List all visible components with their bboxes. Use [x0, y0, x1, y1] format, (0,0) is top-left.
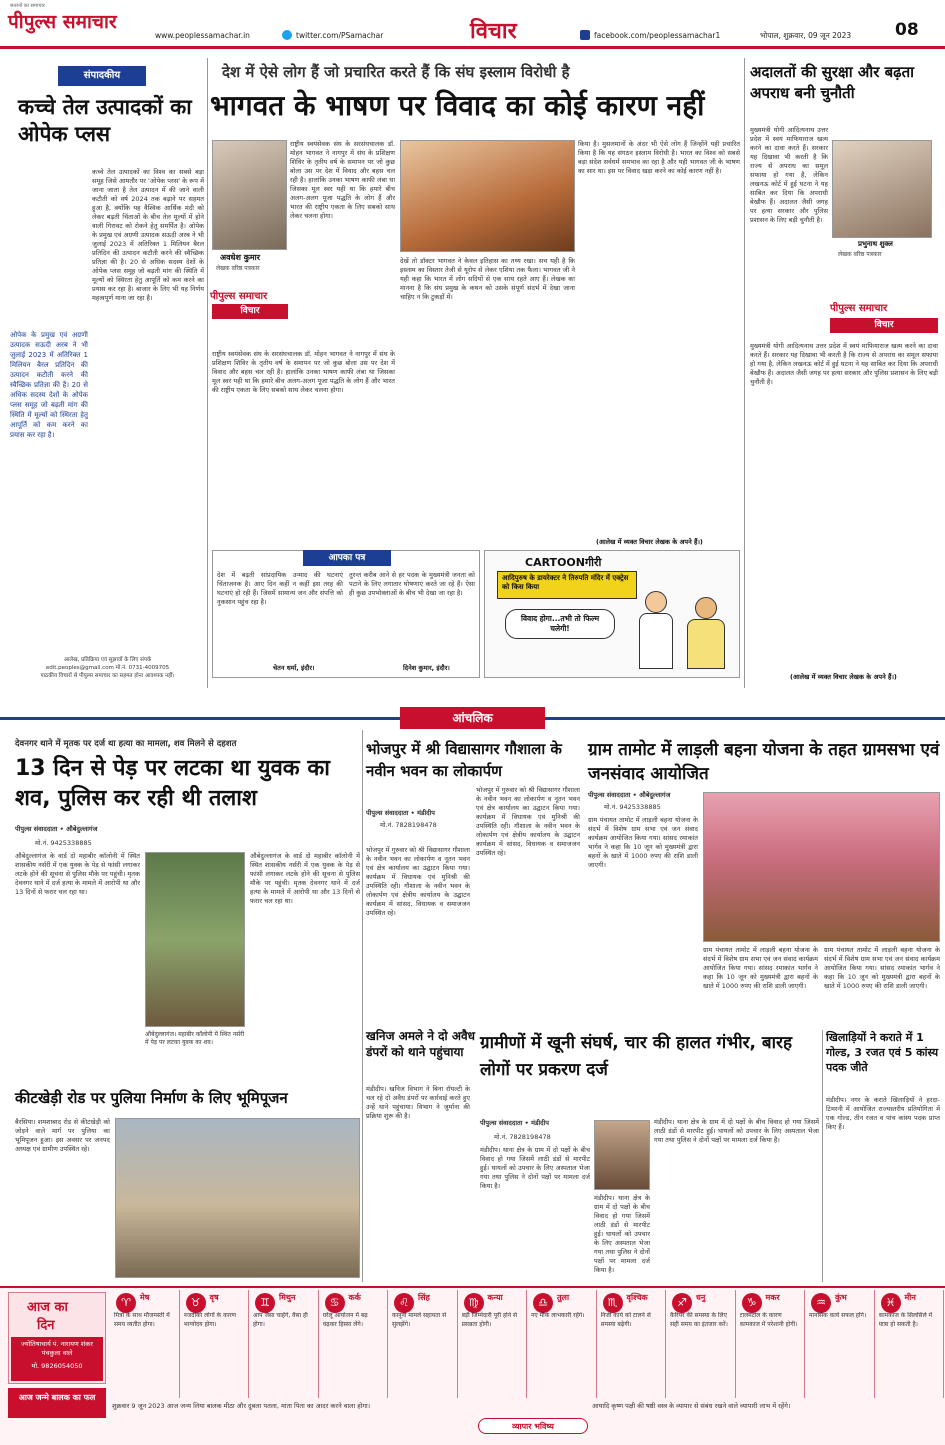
- zodiac-sign: [458, 1290, 528, 1398]
- zodiac-sign: [319, 1290, 389, 1398]
- business-label-box: [478, 1418, 588, 1434]
- s6-body-c: मंडीदीप। थाना क्षेत्र के ग्राम में दो पक्षों के बीच विवाद हो गया जिसमें लाठी डंडों से मारपीट हुई। घायलों को उपचार के लिए अस्पताल भेजा गया तथा पुलिस ने दोनों पक्षों पर मामला दर्ज किया है।: [654, 1118, 819, 1144]
- letter-2-author: दिनेश कुमार, इंदौर।: [403, 664, 450, 672]
- lead-headline: भागवत के भाषण पर विवाद का कोई कारण नहीं: [210, 89, 705, 122]
- horoscope-title-box: [8, 1292, 106, 1384]
- lead-tag: विचार: [240, 306, 260, 316]
- lead-body-col2: देखें तो डॉक्टर भागवत ने केवल इतिहास का तथ्य रखा। सच यही है कि इस्लाम का विस्तार तेजी से यूरोप से लेकर एशिया तक फैला। भागवत जी ने यही कहा कि भारत में लोग सदियों से एक साथ रहते आए हैं। लेखक का मानना है कि संघ प्रमुख के कथन को उसके संपूर्ण संदर्भ में देखा जाना चाहिए न कि टुकड़ों में।: [400, 257, 575, 301]
- right-author-photo: [832, 140, 932, 238]
- s7-headline: खिलाड़ियों ने कराते में 1 गोल्ड, 3 रजत एवं 5 कांस्य पदक जीते: [826, 1031, 939, 1074]
- bhagwat-photo: [400, 140, 575, 252]
- regional-divider-1: [362, 730, 363, 1282]
- cartoon-caption: आदिपुरुष के डायरेक्टर ने तिरुपति मंदिर में एक्ट्रेस को किस किया: [502, 574, 629, 591]
- zodiac-sign: [527, 1290, 597, 1398]
- section-title: विचार: [470, 19, 517, 44]
- s3-byline: पीपुल्स संवाददाता • मंडीदीप: [366, 809, 435, 817]
- s1-headline: 13 दिन से पेड़ पर लटका था युवक का शव, पुलिस कर रही थी तलाश: [15, 756, 330, 811]
- s3-body-b: भोजपुर में गुरुवार को श्री विद्यासागर गौशाला के नवीन भवन का लोकार्पण व नूतन भवन एवं क्षेत्र कार्यालय का उद्घाटन किया गया। कार्यक्रम में विधायक एवं मुनिश्री की उपस्थिति रही। गौशाला के नवीन भवन के लोकार्पण एवं क्षेत्रीय कार्यालय के उद्घाटन कार्यक्रम में सांसद, विधायक व समाजजन उपस्थित रहे।: [476, 786, 580, 857]
- newborn-text: शुक्रवार 9 जून 2023 आज जन्म लिया बालक मीठा और दुबला पतला, माता पिता का आदर करने वाला होगा।: [112, 1402, 371, 1410]
- zodiac-sign: [597, 1290, 667, 1398]
- zodiac-sign: [736, 1290, 806, 1398]
- horoscope-phone: मो. 9826054050: [31, 1362, 83, 1370]
- zodiac-name: कुंभ: [835, 1293, 847, 1302]
- letters-box: [212, 550, 480, 678]
- s6-headline: ग्रामीणों में खूनी संघर्ष, चार की हालत गंभीर, बारह लोगों पर प्रकरण दर्ज: [480, 1033, 793, 1080]
- zodiac-name: मीन: [904, 1293, 916, 1302]
- letter-2: तुरन्त करीब आने से हर पदक के मुख्यमंत्री जनता को पटाने के लिए लगातार घोषणाएं करते जा रहे हैं। ऐसा ही कुछ उपभोक्ताओं के बीच भी देखा जा रहा है।: [349, 571, 475, 597]
- s1-body-b: औबेदुल्लागंज के वार्ड दो महाबीर कॉलोनी में स्थित शासकीय नर्सरी में एक युवक के पेड़ से फांसी लगाकर लटके होने की सूचना से पुलिस मौके पर पहुंची। मृतक देवनगर थाने में दर्ज हत्या के मामले में आरोपी था और 13 दिनों से फरार चल रहा था।: [250, 852, 360, 905]
- masthead-rule: [0, 46, 945, 49]
- cartoon-bubble-text: विवाद होगा...तभी तो फिल्म चलेगी!: [520, 614, 600, 633]
- horoscope-astrologer-box: [11, 1337, 103, 1381]
- zodiac-symbol-icon: ♋: [325, 1293, 345, 1313]
- zodiac-sign: [249, 1290, 319, 1398]
- lead-body-col1b: राष्ट्रीय स्वयंसेवक संघ के सरसंघचालक डॉ. मोहन भागवत ने नागपुर में संघ के प्रशिक्षण शिविर के तृतीय वर्ष के समापन पर जो कुछ बोला उस पर देश में विवाद और बहस चल रही है। हालांकि उनका भाषण काफी लंबा था जिसका मूल स्वर यही था कि हमारे बीच अलग-अलग पूजा पद्धति के लोग हैं और भारत की राष्ट्रीय एकता के लिए सबको साथ लेकर चलना होगा।: [212, 350, 395, 394]
- s4-body: मंडीदीप। खनिज विभाग ने बिना रॉयल्टी के चल रहे दो अवैध डंपरों पर कार्रवाई करते हुए उन्हें थाने पहुंचाया। विभाग ने जुर्माना की प्रक्रिया शुरू की है।: [366, 1085, 470, 1120]
- zodiac-name: मकर: [765, 1293, 780, 1302]
- regional-band-box: [400, 707, 545, 729]
- s2-headline: कीटखेड़ी रोड पर पुलिया निर्माण के लिए भूमिपूजन: [15, 1089, 288, 1107]
- zodiac-prediction: कामकाज के सिलसिले में यात्रा हो सकती है।: [878, 1312, 933, 1328]
- regional-divider-2: [822, 1030, 823, 1282]
- cartoon-figure-1: [635, 591, 675, 671]
- zodiac-name: मिथुन: [279, 1293, 296, 1302]
- horoscope-astrologer: ज्योतिषाचार्य पं. नारायण शंकर पंचकुला वाले: [21, 1340, 93, 1357]
- facebook-icon: [580, 30, 590, 40]
- lead-author-role: लेखक वरिष्ठ पत्रकार: [216, 265, 260, 272]
- right-tag-box: [830, 318, 938, 333]
- zodiac-name: कर्क: [348, 1293, 361, 1302]
- cartoon-box: [484, 550, 740, 678]
- lead-tag-box: [212, 304, 288, 319]
- lead-brand-name: पीपुल्स समाचार: [210, 291, 268, 302]
- zodiac-symbol-icon: ♓: [881, 1293, 901, 1313]
- right-author-role: लेखक वरिष्ठ पत्रकार: [838, 251, 882, 258]
- cartoon-title: CARTOONगीरी: [525, 556, 602, 569]
- editorial-footer: [10, 656, 205, 680]
- twitter-link[interactable]: twitter.com/PSamachar: [296, 31, 384, 40]
- zodiac-name: वृष: [209, 1293, 219, 1302]
- s3-mobile: मो.नं. 7828198478: [380, 821, 437, 829]
- s5-photo: [703, 792, 940, 942]
- zodiac-name: धनु: [696, 1293, 706, 1302]
- s2-photo: [115, 1118, 360, 1278]
- speech-bubble: [505, 609, 615, 639]
- letter-1-author: चेतन धर्मा, इंदौर।: [273, 664, 315, 672]
- editorial-footer-email[interactable]: edit.peoples@gmail.com मो.नं. 0731-4009705: [45, 665, 170, 671]
- zodiac-symbol-icon: ♍: [464, 1293, 484, 1313]
- zodiac-prediction: मित्रों के साथ मौजमस्ती में समय व्यतीत होगा।: [114, 1312, 170, 1328]
- business-label: व्यापार भविष्य: [512, 1422, 554, 1431]
- editorial-footer-line3: पाठकीय विचारों से पीपुल्स समाचार का सहमत होना आवश्यक नहीं।: [40, 673, 175, 679]
- lead-brand-logo: [210, 288, 288, 302]
- editorial-footer-line1: आलेख, प्रतिक्रिया एवं सुझावों के लिए संपर्क: [63, 657, 152, 663]
- zodiac-name: मेष: [140, 1293, 150, 1302]
- s3-headline: भोजपुर में श्री विद्यासागर गौशाला के नवीन भवन का लोकार्पण: [366, 740, 562, 780]
- zodiac-name: सिंह: [418, 1293, 430, 1302]
- editorial-pullquote: ओपेक के प्रमुख एवं अग्रणी उत्पादक सऊदी अरब ने भी जुलाई 2023 में अतिरिक्त 1 मिलियन बैरल प्रतिदिन की उत्पादन कटौती करने की स्वैच्छिक प्रतिज्ञा की है। 20 से अधिक सदस्य देशों के ओपेक प्लस समूह जो बढ़ती मांग की स्थिति में मूल्यों को स्थिरता हेतु आपूर्ति को कम करने का प्रयास कर रहा है।: [10, 331, 88, 439]
- masthead: [0, 0, 945, 52]
- s1-body: औबेदुल्लागंज के वार्ड दो महाबीर कॉलोनी में स्थित शासकीय नर्सरी में एक युवक के पेड़ से फांसी लगाकर लटके होने की सूचना से पुलिस मौके पर पहुंची। मृतक देवनगर थाने में दर्ज हत्या के मामले में आरोपी था और 13 दिनों से फरार चल रहा था।: [15, 852, 140, 896]
- s1-photo: [145, 852, 245, 1027]
- s5-body-b: ग्राम पंचायत तामोट में लाड़ली बहना योजना के संदर्भ में विशेष ग्राम सभा एवं जन संवाद कार्यक्रम आयोजित किया गया। सांसद रमाकांत भार्गव ने कहा कि 10 जून को मुख्यमंत्री द्वारा बहनों के खाते में 1000 रुपए की राशि डाली जाएगी।: [703, 946, 818, 990]
- zodiac-symbol-icon: ♉: [186, 1293, 206, 1313]
- s6-photo: [594, 1120, 650, 1190]
- column-divider-right: [744, 58, 745, 688]
- cartoon-figure-2: [683, 597, 727, 671]
- right-tag: विचार: [874, 320, 894, 330]
- s6-byline: पीपुल्स संवाददाता • मंडीदीप: [480, 1119, 549, 1127]
- dateline: भोपाल, शुक्रवार, 09 जून 2023: [760, 31, 852, 40]
- letter-1: देश में बढ़ती सांप्रदायिक उन्माद की घटनाएं चिंताजनक है। आए दिन कहीं न कहीं इस तरह की घटनाएं हो रही हैं। जिसमें सामान्य जन और संपत्ति को नुकसान पहुंच रहा है।: [217, 571, 343, 606]
- zodiac-prediction: टालमटोल के कारण कामकाज में परेशानी होगी।: [739, 1312, 798, 1328]
- right-headline: अदालतों की सुरक्षा और बढ़ता अपराध बनी चुनौती: [750, 63, 915, 102]
- s2-body: बैरसिया। शमशाबाद रोड से कीटखेड़ी को जोड़ने वाले मार्ग पर पुलिया का भूमिपूजन हुआ। इस अवसर पर जनपद अध्यक्ष एवं ग्रामीण उपस्थित रहे।: [15, 1118, 110, 1153]
- lead-body-col1: राष्ट्रीय स्वयंसेवक संघ के सरसंघचालक डॉ. मोहन भागवत ने नागपुर में संघ के प्रशिक्षण शिविर के तृतीय वर्ष के समापन पर जो कुछ बोला उस पर देश में विवाद और बहस चल रही है। हालांकि उनका भाषण काफी लंबा था जिसका मूल स्वर यही था कि हमारे बीच अलग-अलग पूजा पद्धति के लोग हैं और भारत की राष्ट्रीय एकता के लिए सबको साथ लेकर चलना होगा।: [290, 140, 395, 220]
- zodiac-name: तुला: [557, 1293, 570, 1302]
- right-brand-name: पीपुल्स समाचार: [830, 303, 888, 314]
- zodiac-sign: [388, 1290, 458, 1398]
- zodiac-name: वृश्चिक: [626, 1293, 648, 1302]
- s1-caption: औबेदुल्लागंज। महाबीर कॉलोनी में स्थित नर्सरी में पेड़ पर लटका युवक का शव।: [145, 1031, 245, 1046]
- regional-band: आंचलिक: [452, 711, 493, 725]
- zodiac-prediction: बड़ी जिम्मेदारी पूरी होने से प्रसन्नता होगी।: [461, 1312, 517, 1328]
- zodiac-symbol-icon: ♒: [811, 1293, 831, 1313]
- zodiac-prediction: नजदीकी लोगों के कारण भाग्योदय होगा।: [183, 1312, 237, 1328]
- lead-author-name: अवधेश कुमार: [220, 253, 260, 262]
- zodiac-sign: [180, 1290, 250, 1398]
- s7-body: मंडीदीप। नगर के कराते खिलाड़ियों ने हरदा-टिमरनी में आयोजित राज्यस्तरीय प्रतियोगिता में एक गोल्ड, तीन रजत व पांच कांस्य पदक प्राप्त किए हैं।: [826, 1096, 940, 1131]
- zodiac-sign: [805, 1290, 875, 1398]
- editorial-tag-box: [58, 66, 146, 86]
- zodiac-prediction: कैरियर की समस्या के लिए सही समय का इंतजार करें।: [670, 1312, 728, 1328]
- s3-body: भोजपुर में गुरुवार को श्री विद्यासागर गौशाला के नवीन भवन का लोकार्पण व नूतन भवन एवं क्षेत्र कार्यालय का उद्घाटन किया गया। कार्यक्रम में विधायक एवं मुनिश्री की उपस्थिति रही। गौशाला के नवीन भवन के लोकार्पण एवं क्षेत्रीय कार्यालय के उद्घाटन कार्यक्रम में सांसद, विधायक व समाजजन उपस्थित रहे।: [366, 846, 470, 917]
- zodiac-symbol-icon: ♌: [394, 1293, 414, 1313]
- page-number: 08: [895, 20, 919, 40]
- column-divider: [207, 58, 208, 688]
- business-text: आयादि कृष्ण पक्षी की षष्ठी वस्त्र के व्यापार से संबंध रखने वाले व्यापारी लाभ में रहेंगे।: [592, 1402, 791, 1410]
- s5-body: ग्राम पंचायत तामोट में लाड़ली बहना योजना के संदर्भ में विशेष ग्राम सभा एवं जन संवाद कार्यक्रम आयोजित किया गया। सांसद रमाकांत भार्गव ने कहा कि 10 जून को मुख्यमंत्री द्वारा बहनों के खाते में 1000 रुपए की राशि डाली जाएगी।: [588, 816, 698, 869]
- zodiac-prediction: आप जैसा चाहेंगे, वैसा ही होगा।: [253, 1312, 308, 1328]
- right-body-b: मुख्यमंत्री योगी आदित्यनाथ उत्तर प्रदेश में स्वयं माफियाराज खत्म करने का दावा करते हैं। सरकार यह दिखावा भी करती है कि राज्य से अपराध का समूल सफाया हो गया है, लेकिन लखनऊ कोर्ट में हुई घटना ने यह साबित कर दिया कि अपराधी बेखौफ हैं। अदालत जैसी जगह पर हत्या सरकार और पुलिस प्रशासन के लिए बड़ी चुनौती है।: [750, 342, 938, 386]
- zodiac-name: कन्या: [487, 1293, 503, 1302]
- right-author-name: प्रभुनाथ शुक्ल: [858, 240, 893, 248]
- horoscope-title-2: दिन: [37, 1318, 55, 1333]
- brand-logo[interactable]: [8, 8, 117, 34]
- newborn-label-box: [8, 1388, 106, 1418]
- s5-byline: पीपुल्स संवाददाता • औबेदुल्लागंज: [588, 791, 671, 799]
- letters-title-box: [303, 550, 391, 566]
- cartoon-caption-box: [497, 571, 637, 599]
- editorial-headline: कच्चे तेल उत्पादकों का ओपेक प्लस: [18, 95, 192, 146]
- s6-body: मंडीदीप। थाना क्षेत्र के ग्राम में दो पक्षों के बीच विवाद हो गया जिसमें लाठी डंडों से मारपीट हुई। घायलों को उपचार के लिए अस्पताल भेजा गया तथा पुलिस ने दोनों पक्षों पर मामला दर्ज किया है।: [480, 1146, 590, 1190]
- zodiac-prediction: कानूनी मामले सहायता से सुलझेंगे।: [392, 1312, 447, 1328]
- zodiac-symbol-icon: ♑: [742, 1293, 762, 1313]
- s1-byline: पीपुल्स संवाददाता • औबेदुल्लागंज: [15, 825, 98, 833]
- zodiac-sign: [110, 1290, 180, 1398]
- lead-author-note: (आलेख में व्यक्त विचार लेखक के अपने हैं।): [596, 538, 703, 546]
- editorial-body: कच्चे तेल उत्पादकों का विश्व का सबसे बड़ा समूह जिसे आमतौर पर 'ओपेक प्लस' के रूप में जाना जाता है तेल उत्पादन में की जाने वाली कटौती को वर्ष 2024 तक बढ़ाने पर सहमत हुआ है, क्योंकि यह वैश्विक आर्थिक मंदी को लेकर बढ़ती चिंताओं के बीच तेल मूल्यों में होने वाली गिरावट को रोकने हेतु समर्पित है। ओपेक के प्रमुख एवं अग्रणी उत्पादक सऊदी अरब ने भी जुलाई 2023 में अतिरिक्त 1 मिलियन बैरल प्रतिदिन की उत्पादन कटौती करने की स्वैच्छिक प्रतिज्ञा की है। 20 से अधिक सदस्य देशों के ओपेक प्लस समूह जो बढ़ती मांग की स्थिति में मूल्यों को स्थिरता हेतु आपूर्ति को कम करने का प्रयास कर रहा है। बाजार के लिए भी यह निर्णय महत्वपूर्ण माना जा रहा है।: [92, 168, 204, 302]
- facebook-link[interactable]: facebook.com/peoplessamachar1: [594, 31, 721, 40]
- s4-headline: खनिज अमले ने दो अवैध डंपरों को थाने पहुंचाया: [366, 1029, 476, 1059]
- zodiac-sign: [875, 1290, 945, 1398]
- right-body: मुख्यमंत्री योगी आदित्यनाथ उत्तर प्रदेश में स्वयं माफियाराज खत्म करने का दावा करते हैं। सरकार यह दिखावा भी करती है कि राज्य से अपराध का समूल सफाया हो गया है, लेकिन लखनऊ कोर्ट में हुई घटना ने यह साबित कर दिया कि अपराधी बेखौफ हैं। अदालत जैसी जगह पर हत्या सरकार और पुलिस प्रशासन के लिए बड़ी चुनौती है।: [750, 126, 828, 224]
- twitter-icon: [282, 30, 292, 40]
- s5-mobile: मो.नं. 9425338885: [604, 803, 661, 811]
- lead-kicker: देश में ऐसे लोग हैं जो प्रचारित करते हैं कि संघ इस्लाम विरोधी है: [222, 63, 570, 81]
- zodiac-symbol-icon: ♎: [533, 1293, 553, 1313]
- right-author-note: (आलेख में व्यक्त विचार लेखक के अपने हैं।): [790, 673, 897, 681]
- s6-body-b: मंडीदीप। थाना क्षेत्र के ग्राम में दो पक्षों के बीच विवाद हो गया जिसमें लाठी डंडों से मारपीट हुई। घायलों को उपचार के लिए अस्पताल भेजा गया तथा पुलिस ने दोनों पक्षों पर मामला दर्ज किया है।: [594, 1194, 650, 1274]
- website-link[interactable]: www.peoplessamachar.in: [155, 31, 250, 40]
- s5-body-c: ग्राम पंचायत तामोट में लाड़ली बहना योजना के संदर्भ में विशेष ग्राम सभा एवं जन संवाद कार्यक्रम आयोजित किया गया। सांसद रमाकांत भार्गव ने कहा कि 10 जून को मुख्यमंत्री द्वारा बहनों के खाते में 1000 रुपए की राशि डाली जाएगी।: [824, 946, 940, 990]
- zodiac-symbol-icon: ♈: [116, 1293, 136, 1313]
- editorial-tag: संपादकीय: [83, 70, 121, 81]
- s1-mobile: मो.नं. 9425338885: [35, 839, 92, 847]
- s6-mobile: मो.नं. 7828198478: [494, 1133, 551, 1141]
- zodiac-prediction: निजी कार्य को टालने से समस्या बढ़ेगी।: [600, 1312, 651, 1328]
- zodiac-symbol-icon: ♊: [255, 1293, 275, 1313]
- newborn-label: आज जन्मे बालक का फल: [18, 1393, 96, 1402]
- horoscope-title-1: आज का: [27, 1300, 68, 1315]
- zodiac-symbol-icon: ♏: [603, 1293, 623, 1313]
- zodiac-prediction: नए मौके लाभकारी रहेंगे।: [531, 1312, 585, 1319]
- s5-headline: ग्राम तामोट में लाड़ली बहना योजना के तहत ग्रामसभा एवं जनसंवाद आयोजित: [588, 740, 940, 784]
- zodiac-symbol-icon: ♐: [672, 1293, 692, 1313]
- lead-body-col3: किया है। मुसलमानों के अंदर भी ऐसे लोग हैं जिन्होंने यही प्रचारित किया है कि यह संगठन इस्लाम विरोधी है। भारत का विश्व को सबसे बड़ा संदेश सर्वधर्म समभाव का रहा है और यही भागवत जी के भाषण का सार था। इस पर विवाद खड़ा करने का कोई कारण नहीं है।: [578, 140, 740, 175]
- author-photo: [212, 140, 287, 250]
- zodiac-prediction: घरेलू आयोजन में बढ़ चढ़कर हिस्सा लेंगे।: [322, 1312, 368, 1328]
- brand-tagline: सतरनों का समाचार: [10, 3, 45, 9]
- zodiac-sign: [666, 1290, 736, 1398]
- letters-title: आपका पत्र: [328, 553, 366, 563]
- zodiac-prediction: मानसिक कार्य सफल होंगे।: [809, 1312, 867, 1319]
- brand-name: पीपुल्स समाचार: [8, 11, 117, 33]
- s1-kicker: देवनगर थाने में मृतक पर दर्ज था हत्या का मामला, शव मिलने से दहशत: [15, 739, 237, 749]
- right-brand-logo: [830, 300, 938, 314]
